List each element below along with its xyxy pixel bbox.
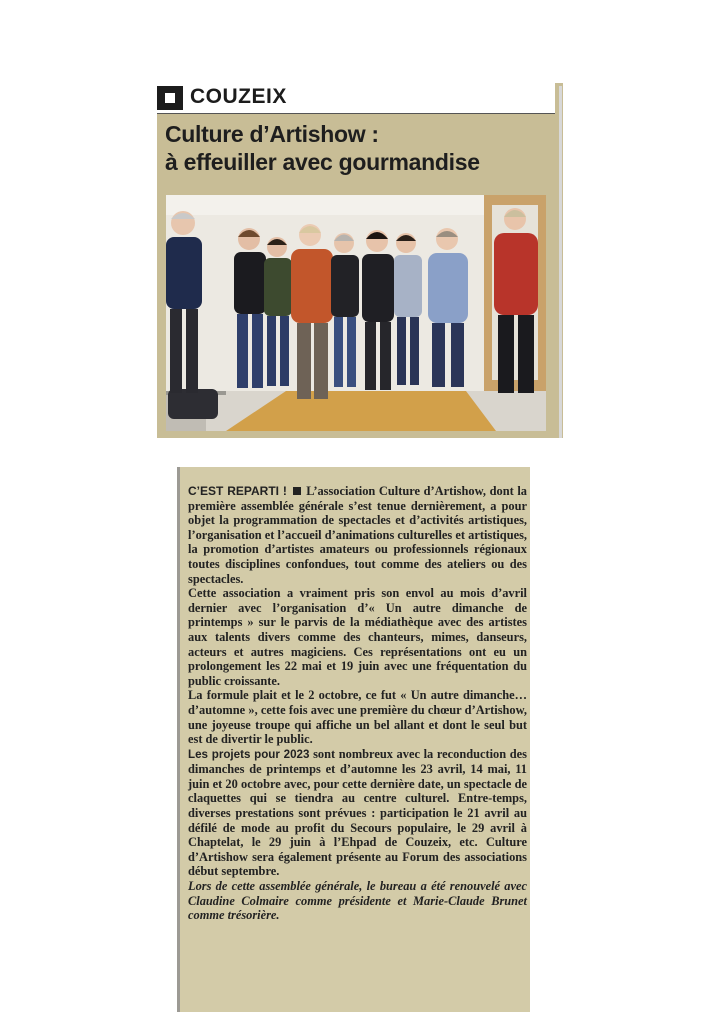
paragraph-1-text: L’association Culture d’Artishow, dont la première assemblée générale s’est tenue dernièrement, a pour objet la programmation de spectacles et d’activités artistiques, l’organisation et l’accueil d’animations culturelles et artistiques, la promotion d’artistes amateurs ou professionnels régionaux toutes disciplines confondues, tout comme des ateliers ou des spectacles. — [188, 484, 527, 586]
paragraph-2: Cette association a vraiment pris son envol au mois d’avril dernier avec l’organisation d’« Un autre dimanche de printemps » sur le parvis de la médiathèque avec des artistes aux talents divers comme des chanteurs, mimes, danseurs, acteurs et autres magiciens. Ces représentations ont eu un prolongement les 22 mai et 19 juin avec une fréquentation du public croissante. — [188, 586, 527, 688]
lead-in: C’EST REPARTI ! — [188, 484, 287, 498]
square-bullet-icon — [293, 487, 301, 495]
rubric-bar — [157, 83, 555, 114]
group-photo — [166, 195, 546, 431]
headline-line-2: à effeuiller avec gourmandise — [165, 149, 480, 175]
rubric-label: COUZEIX — [190, 85, 287, 108]
headline — [165, 120, 557, 176]
paragraph-5: Lors de cette assemblée générale, le bureau a été renouvelé avec Claudine Colmaire comme présidente et Marie-Claude Brunet comme trésorière. — [188, 879, 527, 923]
paragraph-4-lead: Les projets pour 2023 — [188, 747, 310, 761]
paragraph-4-text: sont nombreux avec la reconduction des dimanches de printemps et d’automne les 23 avril, 14 mai, 11 juin et 20 octobre avec, pour cette dernière date, un spectacle de claquettes qui se tiendra au centre culturel. Entre-temps, diverses prestations sont prévues : participation le 21 avril au défilé de mode au profit du Secours populaire, le 29 avril à Chaptelat, le 29 juin à l’Ehpad de Couzeix, etc. Culture d’Artishow sera également présente au Forum des associations début septembre. — [188, 746, 527, 879]
square-bullet-icon — [157, 86, 183, 110]
article-body — [177, 467, 530, 1012]
article-header-block — [157, 83, 563, 438]
article-text — [188, 484, 527, 923]
group-photo-illustration — [166, 195, 546, 431]
paragraph-4 — [188, 747, 527, 879]
block-edge-divider — [559, 86, 562, 438]
paragraph-1 — [188, 484, 527, 586]
paragraph-3: La formule plait et le 2 octobre, ce fut « Un autre dimanche… d’automne », cette fois avec une première du chœur d’Artishow, une joyeuse troupe qui affiche un bel allant et dont le seul but est de divertir le public. — [188, 688, 527, 747]
headline-line-1: Culture d’Artishow : — [165, 121, 379, 147]
